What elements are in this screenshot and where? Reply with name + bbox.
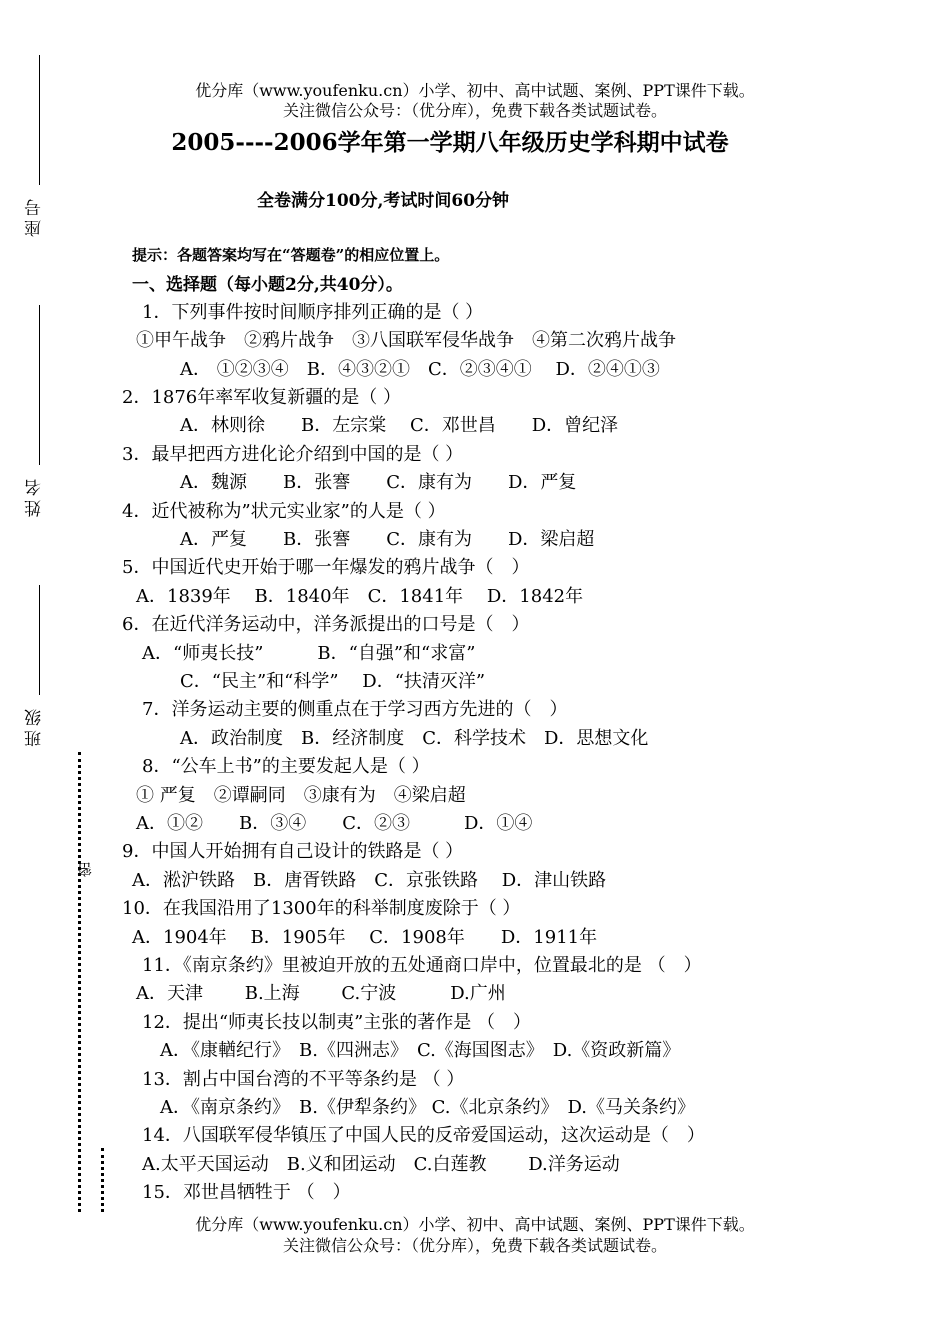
question-line: 3．最早把西方进化论介绍到中国的是（ ） <box>122 444 464 465</box>
question-line: 14．八国联军侵华镇压了中国人民的反帝爱国运动，这次运动是（ ） <box>142 1125 705 1146</box>
question-line: 13．割占中国台湾的不平等条约是 （ ） <box>142 1069 465 1090</box>
answer-options: A． ①②③④ B．④③②① C．②③④① D．②④①③ <box>180 359 660 380</box>
seal-dotted-line <box>78 752 81 1212</box>
answer-options: A．《南京条约》 B.《伊犁条约》 C.《北京条约》 D.《马关条约》 <box>160 1097 696 1118</box>
question-line: 8．“公车上书”的主要发起人是（ ） <box>142 756 430 777</box>
question-line: ① 严复 ②谭嗣同 ③康有为 ④梁启超 <box>136 785 466 806</box>
exam-tip: 提示：各题答案均写在“答题卷”的相应位置上。 <box>132 246 450 264</box>
header-ad-line2: 关注微信公众号：（优分库），免费下载各类试题试卷。 <box>282 101 667 120</box>
name-line <box>39 305 40 465</box>
answer-options: A．1904年 B．1905年 C．1908年 D．1911年 <box>132 927 598 948</box>
question-line: 4．近代被称为”状元实业家”的人是（ ） <box>122 501 446 522</box>
question-line: 10．在我国沿用了1300年的科举制度废除于（ ） <box>122 898 521 919</box>
class-line <box>39 585 40 695</box>
question-line: 2．1876年率军收复新疆的是（ ） <box>122 387 401 408</box>
answer-options: A．1839年 B．1840年 C．1841年 D．1842年 <box>136 586 584 607</box>
class-label: 班级 <box>25 705 45 747</box>
name-label: 姓名 <box>25 475 45 517</box>
footer-ad-line2: 关注微信公众号：（优分库），免费下载各类试题试卷。 <box>282 1236 667 1255</box>
question-line: 11．《南京条约》里被迫开放的五处通商口岸中，位置最北的是 （ ） <box>142 955 702 976</box>
exam-title: 2005----2006学年第一学期八年级历史学科期中试卷 <box>171 129 729 156</box>
answer-options: A．淞沪铁路 B．唐胥铁路 C．京张铁路 D．津山铁路 <box>132 870 607 891</box>
question-line: ①甲午战争 ②鸦片战争 ③八国联军侵华战争 ④第二次鸦片战争 <box>136 330 676 351</box>
exam-subtitle: 全卷满分100分,考试时间60分钟 <box>257 191 510 211</box>
header-ad-line1: 优分库（www.youfenku.cn）小学、初中、高中试题、案例、PPT课件下载。 <box>195 81 755 100</box>
footer-ad-line1: 优分库（www.youfenku.cn）小学、初中、高中试题、案例、PPT课件下载。 <box>195 1215 755 1234</box>
answer-options: C．“民主”和“科学” D．“扶清灭洋” <box>180 671 486 692</box>
question-line: 12．提出“师夷长技以制夷”主张的著作是 （ ） <box>142 1012 532 1033</box>
question-line: 5．中国近代史开始于哪一年爆发的鸦片战争（ ） <box>122 557 530 578</box>
section-heading: 一、选择题（每小题2分,共40分）。 <box>132 275 403 295</box>
question-line: 7．洋务运动主要的侧重点在于学习西方先进的（ ） <box>142 699 568 720</box>
answer-options: A．政治制度 B．经济制度 C．科学技术 D．思想文化 <box>180 728 649 749</box>
answer-options: A．①② B．③④ C．②③ D．①④ <box>136 813 533 834</box>
answer-options: A．“师夷长技” B．“自强”和“求富” <box>142 643 476 664</box>
answer-options: A．天津 B.上海 C.宁波 D.广州 <box>136 983 506 1004</box>
question-line: 1．下列事件按时间顺序排列正确的是（ ） <box>142 302 484 323</box>
question-line: 6．在近代洋务运动中，洋务派提出的口号是（ ） <box>122 614 530 635</box>
answer-options: A．《康輶纪行》 B.《四洲志》 C.《海国图志》 D.《资政新篇》 <box>160 1040 681 1061</box>
answer-options: A．严复 B．张謇 C．康有为 D．梁启超 <box>180 529 595 550</box>
answer-options: A．林则徐 B．左宗棠 C．邓世昌 D．曾纪泽 <box>180 415 619 436</box>
seat-label: 座号 <box>25 195 45 237</box>
seal-label: 密 <box>76 862 94 877</box>
answer-options: A.太平天国运动 B.义和团运动 C.白莲教 D.洋务运动 <box>142 1154 620 1175</box>
question-line: 15．邓世昌牺牲于 （ ） <box>142 1182 351 1203</box>
seal-dotted-line-short <box>101 1148 104 1212</box>
question-line: 9．中国人开始拥有自己设计的铁路是（ ） <box>122 841 464 862</box>
answer-options: A．魏源 B．张謇 C．康有为 D．严复 <box>180 472 577 493</box>
